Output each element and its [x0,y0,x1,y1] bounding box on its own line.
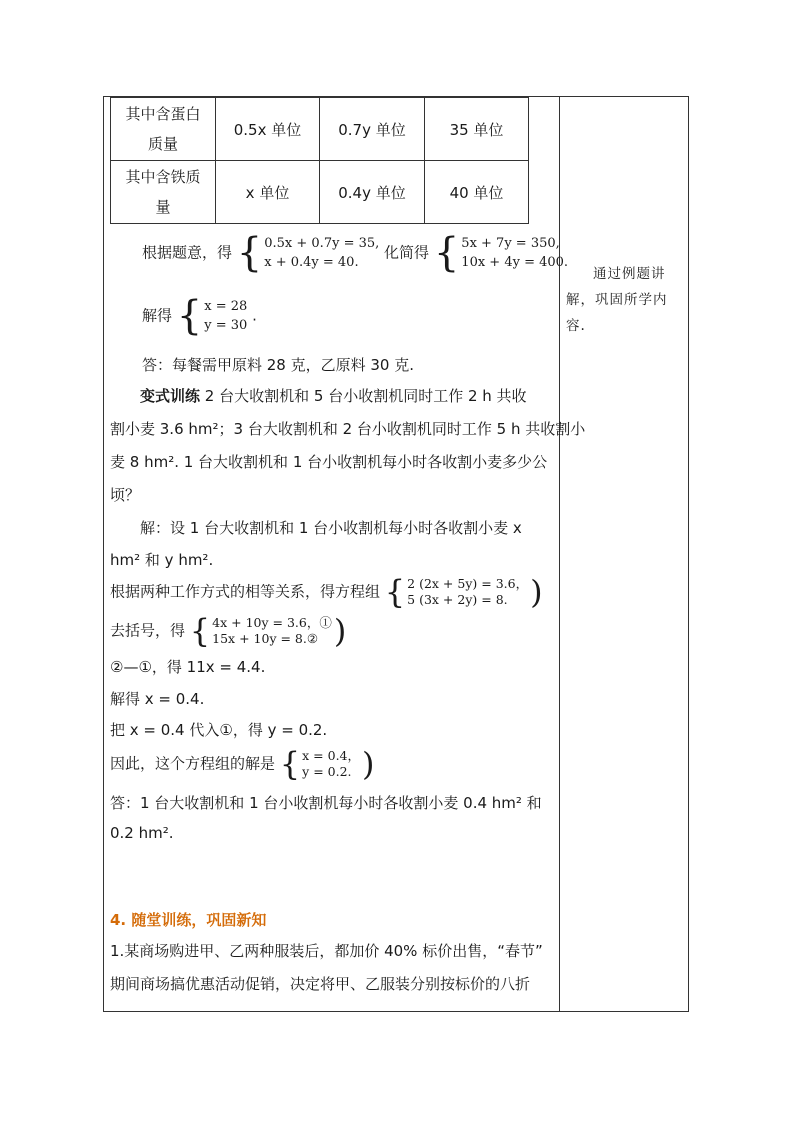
variant-title: 变式训练 [140,387,201,405]
cell-b: 0.7y 单位 [320,98,425,161]
nutrition-table [110,97,529,224]
lesson-frame [103,96,689,1012]
variant-line-3: 麦 8 hm². 1 台大收割机和 1 台小收割机每小时各收割小麦多少公 [110,453,548,471]
practice-section-title: 4. 随堂训练，巩固新知 [110,911,267,929]
step-line-1: ②—①，得 11x = 4.4. [110,658,266,676]
equation-line-1: 根据题意，得 { 0.5x + 0.7y = 35, x + 0.4y = 40. 化简得 { 5x + 7y = 350, 10x + 4y = 400. [142,230,569,276]
practice-line-2: 期间商场搞优惠活动促销，决定将甲、乙服装分别按标价的八折 [110,975,531,993]
equation-setup-line: 根据两种工作方式的相等关系，得方程组 { 2 (2x + 5y) = 3.6， 5 (3x + 2y) = 8. ) [110,573,543,611]
practice-line-1: 1.某商场购进甲、乙两种服装后，都加价 40% 标价出售，“春节” [110,942,543,960]
variant-line-4: 顷？ [110,486,141,504]
equation-system: { 2 (2x + 5y) = 3.6， 5 (3x + 2y) = 8. ) [384,573,543,611]
variant-answer-1: 答：1 台大收割机和 1 台小收割机每小时各收割小麦 0.4 hm² 和 [110,794,542,812]
table-row [111,161,529,224]
cell-c: 35 单位 [425,98,529,161]
teaching-note: 通过例题讲解，巩固所学内容. [566,266,668,334]
answer-line: 答：每餐需甲原料 28 克，乙原料 30 克. [142,356,415,374]
variant-solution-2: hm² 和 y hm². [110,551,214,569]
equation-system: { 5x + 7y = 350, 10x + 4y = 400. [433,230,569,276]
cell-a: 0.5x 单位 [216,98,320,161]
row-label: 其中含蛋白 质量 [111,98,216,161]
expand-line: 去括号，得 { 4x + 10y = 3.6，① 15x + 10y = 8.② ) [110,612,347,650]
step-line-2: 解得 x = 0.4. [110,690,205,708]
equation-system: { x = 0.4， y = 0.2. ) [279,745,375,783]
equation-system: { 4x + 10y = 3.6，① 15x + 10y = 8.② ) [189,612,347,650]
step-line-3: 把 x = 0.4 代入①，得 y = 0.2. [110,721,328,739]
row-label: 其中含铁质 量 [111,161,216,224]
cell-b: 0.4y 单位 [320,161,425,224]
cell-a: x 单位 [216,161,320,224]
variant-solution-1: 解：设 1 台大收割机和 1 台小收割机每小时各收割小麦 x [140,519,522,537]
table-row [111,98,529,161]
equation-system: { x = 28 y = 30 [176,293,248,339]
solution-line: 解得 { x = 28 y = 30 . [142,293,257,339]
variant-line-2: 割小麦 3.6 hm²；3 台大收割机和 2 台小收割机同时工作 5 h 共收割小 [110,420,586,438]
variant-answer-2: 0.2 hm². [110,824,174,842]
cell-c: 40 单位 [425,161,529,224]
result-line: 因此，这个方程组的解是 { x = 0.4， y = 0.2. ) [110,745,375,783]
variant-line-1: 变式训练 2 台大收割机和 5 台小收割机同时工作 2 h 共收 [140,387,527,405]
equation-system: { 0.5x + 0.7y = 35, x + 0.4y = 40. [236,230,380,276]
